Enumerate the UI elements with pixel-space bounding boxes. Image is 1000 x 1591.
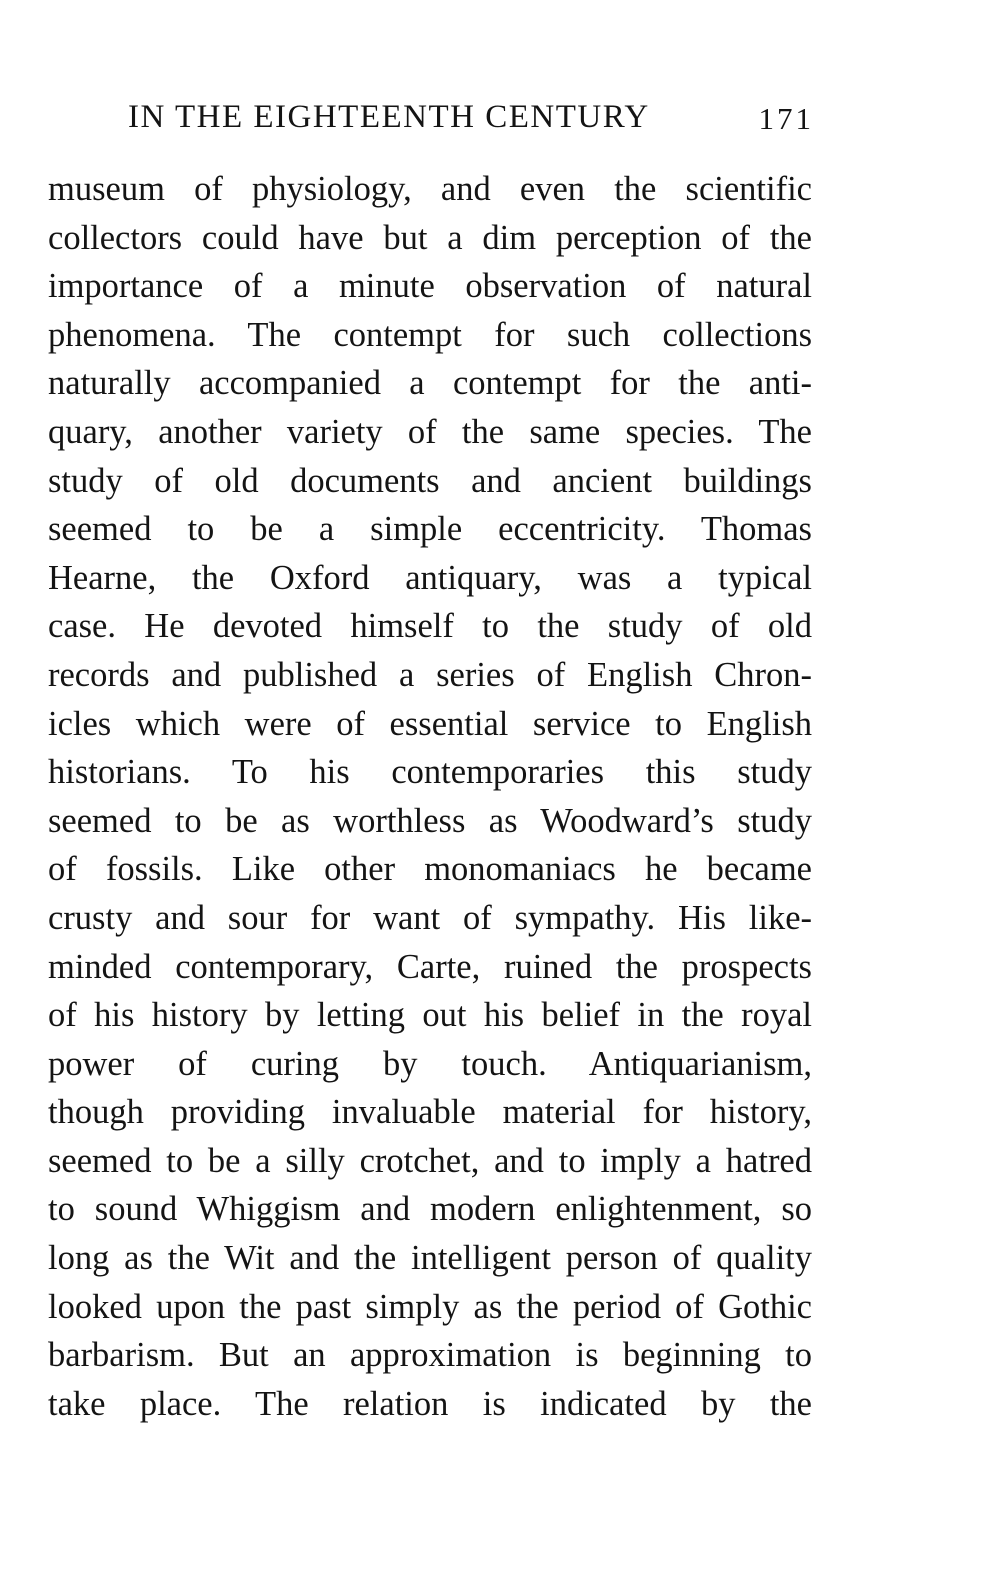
text-line: naturally accompanied a contempt for the anti-: [48, 364, 812, 403]
text-line: phenomena. The contempt for such collections: [48, 315, 812, 354]
body-paragraph: [48, 165, 812, 1428]
text-line: icles which were of essential service to English: [48, 704, 812, 743]
text-line: seemed to be a simple eccentricity. Thomas: [48, 510, 812, 549]
text-line: museum of physiology, and even the scientific: [48, 170, 812, 208]
text-line: historians. To his contemporaries this study: [48, 753, 812, 792]
running-header: [128, 92, 814, 142]
text-line: though providing invaluable material for history,: [48, 1093, 812, 1132]
text-line: looked upon the past simply as the period of Gothic: [48, 1287, 812, 1326]
text-line: of fossils. Like other monomaniacs he became: [48, 850, 812, 889]
text-line: barbarism. But an approximation is beginning to: [48, 1336, 812, 1375]
text-line: Hearne, the Oxford antiquary, was a typical: [48, 558, 812, 597]
text-line: seemed to be as worthless as Woodward’s study: [48, 801, 812, 840]
page-number: 171: [758, 101, 814, 136]
text-line: of his history by letting out his belief in the royal: [48, 996, 812, 1035]
text-line: study of old documents and ancient buildings: [48, 461, 812, 500]
text-line: minded contemporary, Carte, ruined the prospects: [48, 947, 812, 986]
text-line: case. He devoted himself to the study of old: [48, 607, 812, 646]
text-line: quary, another variety of the same species. The: [48, 412, 812, 451]
text-line: power of curing by touch. Antiquarianism,: [48, 1044, 812, 1083]
text-line: crusty and sour for want of sympathy. His like-: [48, 898, 812, 937]
text-line: take place. The relation is indicated by the: [48, 1384, 812, 1423]
text-line: records and published a series of English Chron-: [48, 655, 812, 694]
text-line: collectors could have but a dim perception of the: [48, 218, 812, 257]
text-line: long as the Wit and the intelligent person of quality: [48, 1239, 812, 1278]
text-line: to sound Whiggism and modern enlightenment, so: [48, 1190, 812, 1229]
text-line: importance of a minute observation of natural: [48, 267, 812, 306]
running-title: IN THE EIGHTEENTH CENTURY: [128, 99, 650, 135]
text-line: seemed to be a silly crotchet, and to imply a hatred: [48, 1141, 812, 1180]
